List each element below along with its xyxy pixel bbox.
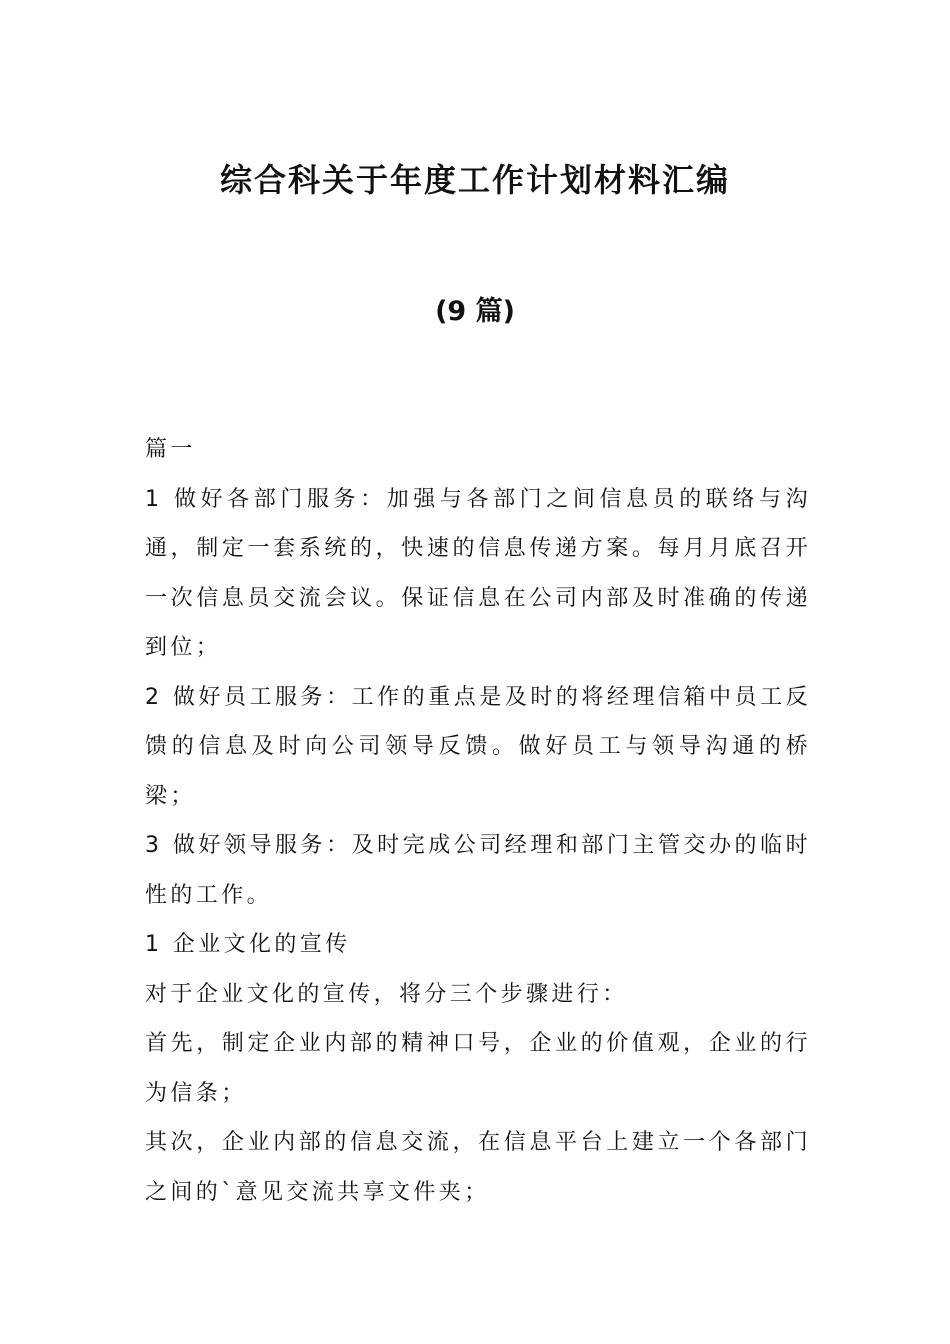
paragraph: 对于企业文化的宣传，将分三个步骤进行： [145, 981, 628, 1007]
document-body [145, 425, 811, 1217]
document-subtitle: (9 篇) [435, 296, 515, 327]
paragraph: 1 做好各部门服务：加强与各部门之间信息员的联络与沟通，制定一套系统的，快速的信息传递方案。每月月底召开一次信息员交流会议。保证信息在公司内部及时准确的传递到位； [145, 486, 811, 660]
paragraph: 其次，企业内部的信息交流，在信息平台上建立一个各部门之间的`意见交流共享文件夹； [145, 1130, 811, 1205]
section-heading: 篇一 [145, 437, 196, 462]
paragraph: 首先，制定企业内部的精神口号，企业的价值观，企业的行为信条； [145, 1031, 811, 1106]
paragraph: 3 做好领导服务：及时完成公司经理和部门主管交办的临时性的工作。 [145, 833, 811, 908]
paragraph: 2 做好员工服务：工作的重点是及时的将经理信箱中员工反馈的信息及时向公司领导反馈。做好员工与领导沟通的桥梁； [145, 684, 811, 809]
document-title: 综合科关于年度工作计划材料汇编 [219, 161, 730, 199]
paragraph: 1 企业文化的宣传 [145, 932, 351, 957]
